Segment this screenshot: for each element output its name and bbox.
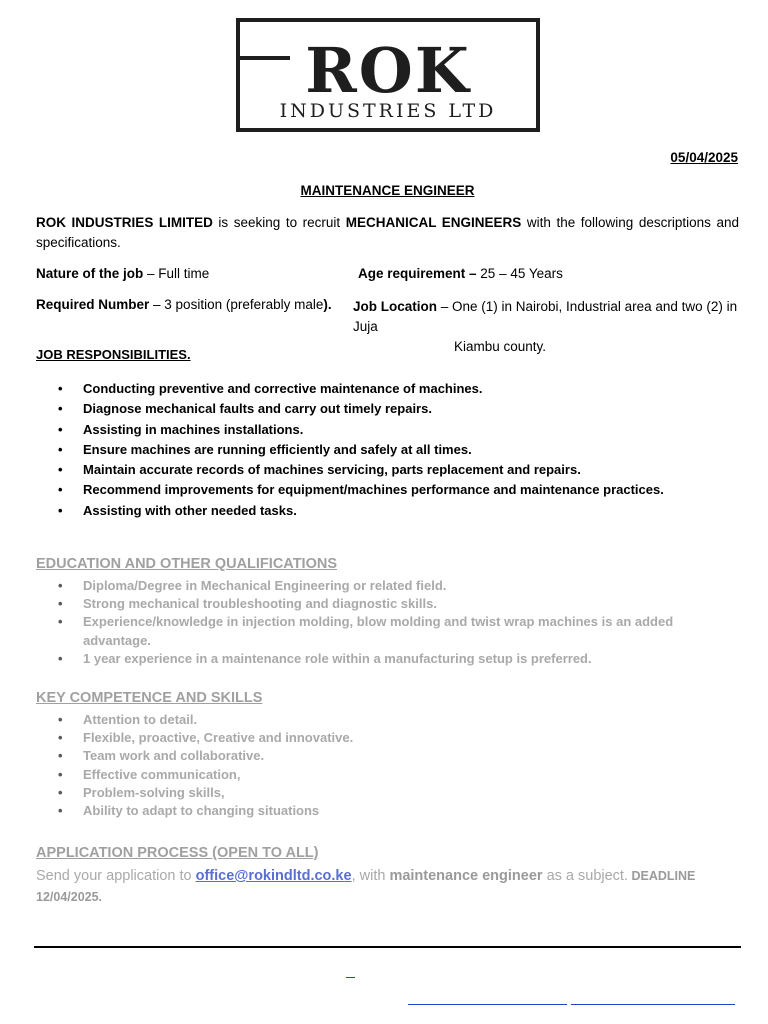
logo-main-text: ROK [305,34,471,107]
application-text [36,866,741,908]
bullet-icon: • [58,381,63,396]
responsibilities-heading: JOB RESPONSIBILITIES. [36,347,191,362]
responsibility-item [36,379,736,399]
bullet-icon: • [58,596,63,612]
skills-list [36,711,740,820]
job-location [353,297,739,357]
responsibility-item [36,501,736,521]
skill-item [36,766,740,784]
skill-item [36,729,740,747]
company-logo [236,18,540,132]
responsibility-item [36,460,736,480]
skill-item [36,711,740,729]
skill-item [36,802,740,820]
footer-divider [34,946,741,948]
bullet-icon: • [58,401,63,417]
application-text-1: Send your application to [36,868,196,884]
responsibility-item-text: Maintain accurate records of machines servicing, parts replacement and repairs. [83,462,581,478]
required-number [36,297,332,312]
number-value: – 3 position (preferably male [149,297,324,312]
bullet-icon: • [58,441,63,457]
intro-text-1: is seeking to recruit [212,215,346,230]
nature-label: Nature of the job [36,266,144,281]
education-item [36,595,740,613]
footer-link-fragment[interactable] [346,977,355,978]
age-value: 25 – 45 Years [476,266,563,281]
skill-item-text: Team work and collaborative. [83,748,265,764]
responsibility-item-text: Conducting preventive and corrective maintenance of machines. [83,381,483,396]
responsibility-item [36,480,736,500]
education-item [36,613,740,649]
education-item-text: 1 year experience in a maintenance role within a manufacturing setup is preferred. [83,650,592,666]
footer-link-1[interactable] [408,1004,567,1005]
education-item [36,577,740,595]
education-item-text: Strong mechanical troubleshooting and diagnostic skills. [83,596,437,612]
responsibility-item-text: Assisting in machines installations. [83,421,304,437]
role-name: MECHANICAL ENGINEERS [345,215,522,230]
bullet-icon: • [58,482,63,498]
skill-item-text: Problem-solving skills, [83,784,225,800]
education-heading: EDUCATION AND OTHER QUALIFICATIONS [36,556,337,572]
deadline-label: DEADLINE [627,869,696,883]
responsibility-item-text: Diagnose mechanical faults and carry out timely repairs. [83,401,432,417]
application-text-3: as a subject. [542,868,628,884]
application-heading: APPLICATION PROCESS (OPEN TO ALL) [36,845,319,861]
skill-item [36,747,740,765]
location-value-2: Kiambu county. [454,339,547,354]
bullet-icon: • [58,748,63,764]
company-name: ROK INDUSTRIES LIMITED [36,215,213,230]
footer-link-2[interactable] [571,1004,735,1005]
skill-item-text: Flexible, proactive, Creative and innovative. [83,730,354,746]
responsibility-item-text: Ensure machines are running efficiently and safely at all times. [83,441,472,457]
bullet-icon: • [58,784,63,800]
skill-item [36,784,740,802]
bullet-icon: • [58,766,63,782]
location-value: – One (1) in Nairobi, Industrial area and two (2) in Juja [353,299,738,334]
logo-sub-text: INDUSTRIES LTD [279,100,497,122]
bullet-icon: • [58,502,63,518]
bullet-icon: • [58,462,63,478]
posting-date: 05/04/2025 [670,150,738,165]
nature-of-job [36,266,209,281]
nature-value: – Full time [143,266,210,281]
bullet-icon: • [58,803,63,819]
bullet-icon: • [58,421,63,437]
bullet-icon: • [58,614,63,630]
application-subject: maintenance engineer [389,868,543,884]
education-list [36,577,740,668]
job-title: MAINTENANCE ENGINEER [300,183,475,198]
education-item-text: Diploma/Degree in Mechanical Engineering or related field. [83,578,447,593]
application-text-2: , with [351,868,390,884]
bullet-icon: • [58,578,63,593]
application-email-link[interactable]: office@rokindltd.co.ke [195,868,352,884]
bullet-icon: • [58,712,63,727]
skill-item-text: Ability to adapt to changing situations [83,803,320,819]
education-item-text: Experience/knowledge in injection molding, blow molding and twist wrap machines is an added advantage. [83,614,674,648]
number-label: Required Number [36,297,150,312]
intro-paragraph [36,213,739,253]
skill-item-text: Effective communication, [83,766,241,782]
responsibility-item-text: Recommend improvements for equipment/machines performance and maintenance practices. [83,482,664,498]
responsibility-item [36,440,736,460]
bullet-icon: • [58,730,63,746]
responsibility-item [36,399,736,419]
intro-text-2: with the following descriptions and specifications. [36,215,739,250]
responsibility-item-text: Assisting with other needed tasks. [83,502,297,518]
skill-item-text: Attention to detail. [83,712,198,727]
bullet-icon: • [58,650,63,666]
age-label: Age requirement – [358,266,477,281]
deadline-date: 12/04/2025. [36,890,103,904]
location-label: Job Location [353,299,437,314]
age-requirement [358,266,563,281]
responsibilities-list [36,379,736,521]
skills-heading: KEY COMPETENCE AND SKILLS [36,690,263,706]
education-item [36,650,740,668]
number-end: ). [323,297,332,312]
responsibility-item [36,420,736,440]
